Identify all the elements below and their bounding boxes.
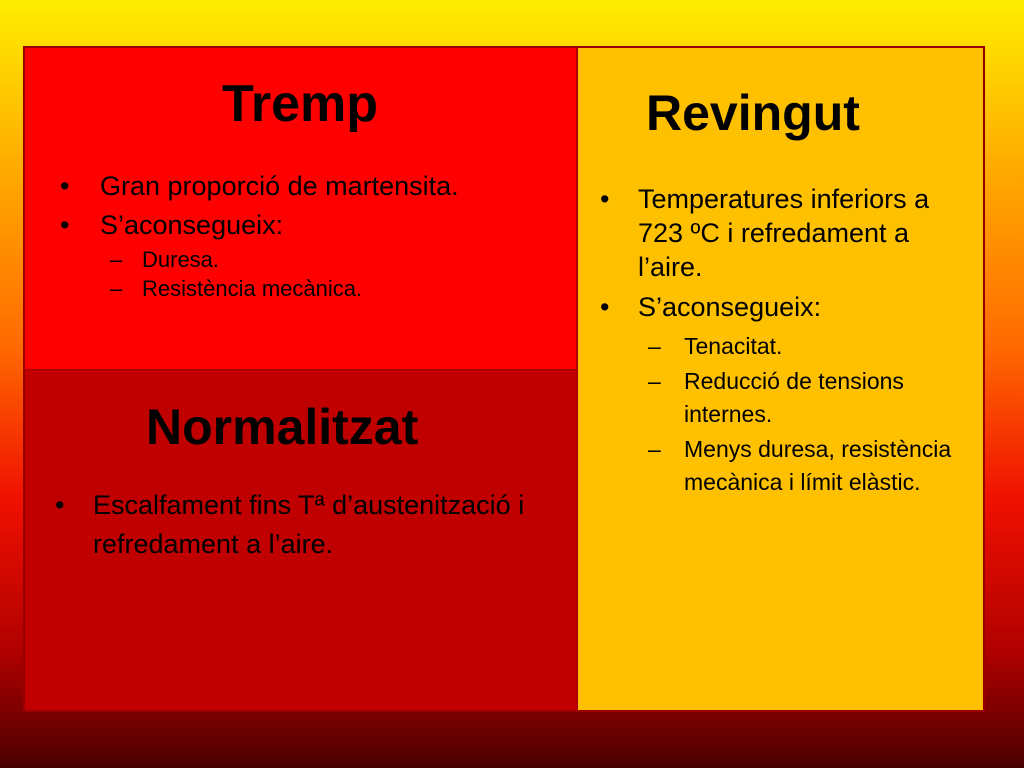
bullet-icon: • bbox=[600, 292, 610, 322]
dash-icon: – bbox=[648, 436, 661, 462]
sub-list-item bbox=[648, 433, 975, 499]
list-item-text: Gran proporció de martensita. bbox=[100, 171, 459, 201]
list-item bbox=[600, 182, 975, 284]
list-item-text: Duresa. bbox=[142, 247, 220, 272]
list-item-text: Reducció de tensions internes. bbox=[684, 368, 904, 427]
list-item-text: Menys duresa, resistència mecànica i límit elàstic. bbox=[684, 436, 952, 495]
bullet-icon: • bbox=[55, 490, 65, 520]
bullet-icon: • bbox=[60, 210, 70, 240]
sub-list-item bbox=[110, 245, 560, 274]
sub-list-item bbox=[648, 365, 975, 431]
bullet-icon: • bbox=[60, 171, 70, 201]
dash-icon: – bbox=[110, 247, 123, 272]
tremp-title: Tremp bbox=[222, 75, 379, 133]
sub-list-item bbox=[648, 330, 975, 363]
bullet-icon: • bbox=[600, 184, 610, 214]
revingut-title: Revingut bbox=[646, 85, 860, 141]
normalitzat-list bbox=[55, 486, 570, 564]
list-item-text: Escalfament fins Tª d’austenització i refredament a l’aire. bbox=[93, 490, 525, 559]
list-item-text: S’aconsegueix: bbox=[638, 292, 822, 322]
list-item-text: Tenacitat. bbox=[684, 333, 783, 359]
list-item-text: S’aconsegueix: bbox=[100, 210, 284, 240]
revingut-list bbox=[600, 182, 975, 499]
normalitzat-title: Normalitzat bbox=[146, 399, 419, 455]
sub-list-item bbox=[110, 274, 560, 303]
list-item-text: Temperatures inferiors a 723 ºC i refredament a l’aire. bbox=[638, 184, 930, 282]
dash-icon: – bbox=[648, 368, 661, 394]
list-item bbox=[600, 290, 975, 324]
list-item-text: Resistència mecànica. bbox=[142, 276, 363, 301]
list-item bbox=[60, 206, 560, 245]
tremp-list bbox=[60, 167, 560, 303]
list-item bbox=[55, 486, 570, 564]
dash-icon: – bbox=[110, 276, 123, 301]
list-item bbox=[60, 167, 560, 206]
dash-icon: – bbox=[648, 333, 661, 359]
